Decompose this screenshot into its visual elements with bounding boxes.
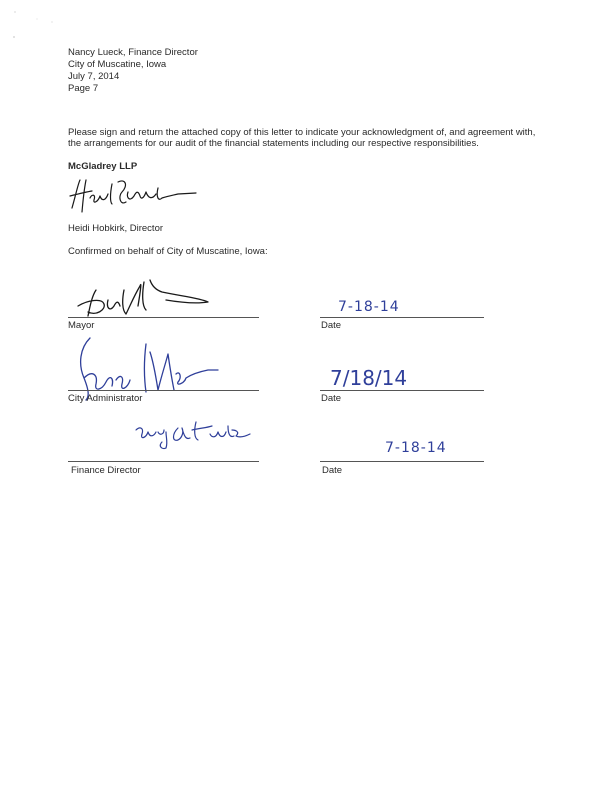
city-administrator-handwritten-date: 7/18/14 [330,366,408,390]
mayor-date-label: Date [321,320,342,331]
mayor-signature [70,276,210,322]
finance-director-signature-line [68,461,259,462]
firm-signature [66,176,201,218]
body-paragraph-line-2: the arrangements for our audit of the financial statements including our respective responsibilities. [68,138,479,149]
finance-director-handwritten-date: 7-18-14 [385,440,447,456]
city-line: City of Muscatine, Iowa [68,59,167,70]
city-administrator-date-line [320,390,484,391]
page-number: Page 7 [68,83,99,94]
city-administrator-label: City Administrator [68,393,143,404]
mayor-date-line [320,317,484,318]
city-administrator-date-label: Date [321,393,342,404]
recipient-line: Nancy Lueck, Finance Director [68,47,198,58]
mayor-handwritten-date: 7-18-14 [338,299,400,315]
mayor-label: Mayor [68,320,95,331]
mayor-signature-line [68,317,259,318]
firm-name: McGladrey LLP [68,161,138,172]
finance-director-signature [132,420,262,452]
finance-director-label: Finance Director [71,465,141,476]
finance-director-date-label: Date [322,465,343,476]
body-paragraph-line-1: Please sign and return the attached copy of this letter to indicate your acknowledgment of, and agreement with, [68,127,536,138]
firm-signer: Heidi Hobkirk, Director [68,223,164,234]
city-administrator-signature-line [68,390,259,391]
confirmation-text: Confirmed on behalf of City of Muscatine, Iowa: [68,246,268,257]
finance-director-date-line [320,461,484,462]
date-line: July 7, 2014 [68,71,120,82]
